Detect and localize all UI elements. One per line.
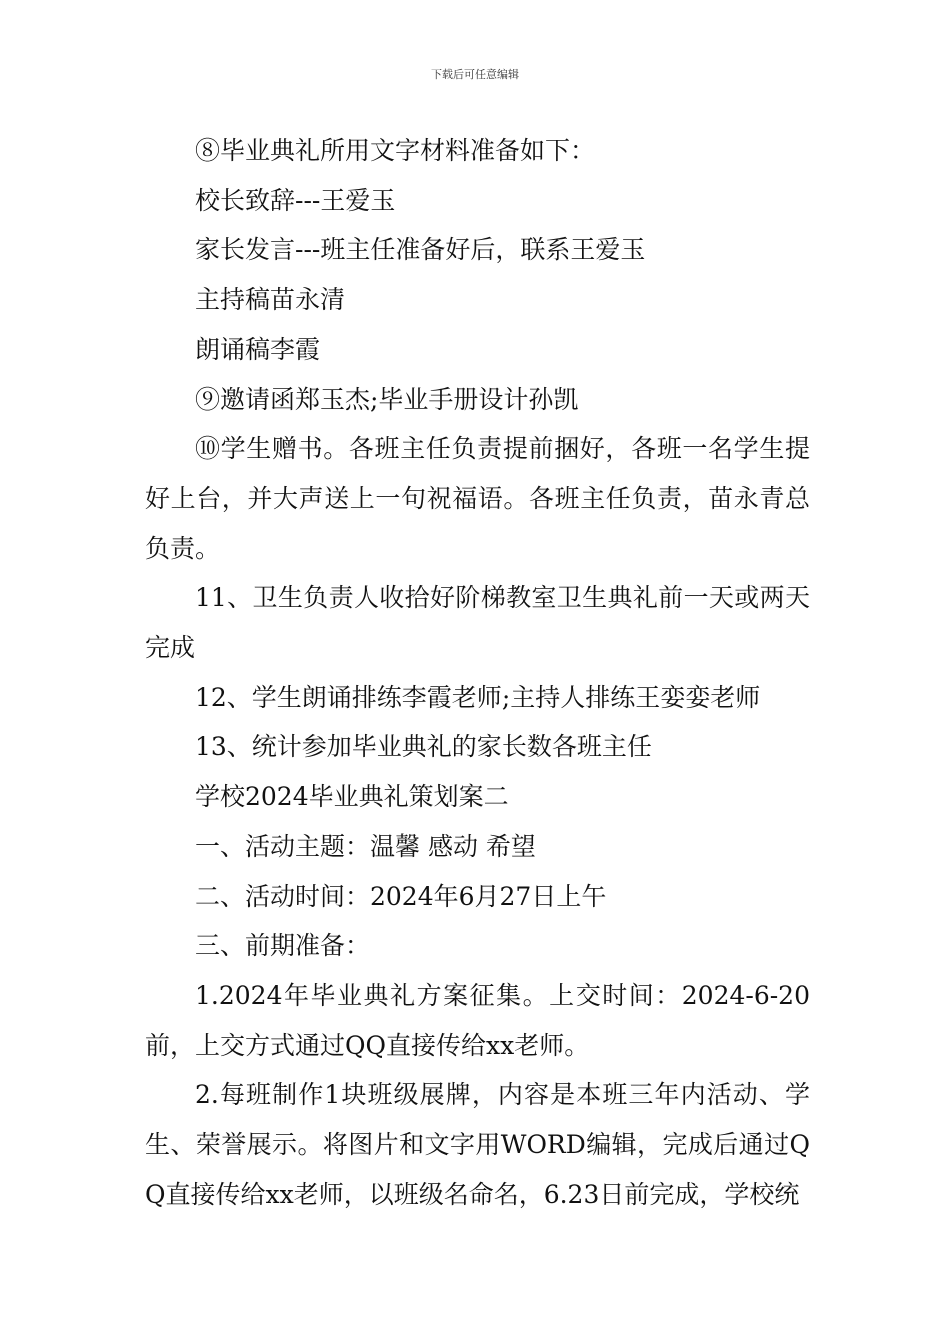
paragraph-parent-count: 13、统计参加毕业典礼的家长数各班主任 xyxy=(195,732,652,762)
paragraph-host-script: 主持稿苗永清 xyxy=(195,285,346,315)
paragraph-recitation-script: 朗诵稿李霞 xyxy=(195,334,321,364)
paragraph-cleaning: 11、卫生负责人收拾好阶梯教室卫生典礼前一天或两天完成 xyxy=(145,583,810,663)
paragraph-parent-speech: 家长发言---班主任准备好后，联系王爱玉 xyxy=(195,235,646,265)
paragraph-theme: 一、活动主题：温馨 感动 希望 xyxy=(195,831,536,861)
page-header: 下载后可任意编辑 xyxy=(431,68,519,81)
paragraph-preparation: 三、前期准备： xyxy=(195,931,371,961)
document-body xyxy=(145,126,810,1219)
paragraph-proposal-collection: 1.2024年毕业典礼方案征集。上交时间：2024-6-20前，上交方式通过QQ直接传给xx老师。 xyxy=(145,980,810,1060)
paragraph-class-display: 2.每班制作1块班级展牌，内容是本班三年内活动、学生、荣誉展示。将图片和文字用WORD编辑，完成后通过QQ直接传给xx老师，以班级名命名，6.23日前完成，学校统 xyxy=(145,1080,810,1209)
paragraph-invitation: ⑨邀请函郑玉杰;毕业手册设计孙凯 xyxy=(195,384,579,414)
paragraph-rehearsal: 12、学生朗诵排练李霞老师;主持人排练王娈娈老师 xyxy=(195,682,761,712)
paragraph-time: 二、活动时间：2024年6月27日上午 xyxy=(195,881,607,911)
paragraph-principal-speech: 校长致辞---王爱玉 xyxy=(195,185,396,215)
paragraph-book-gift: ⑩学生赠书。各班主任负责提前捆好，各班一名学生提好上台，并大声送上一句祝福语。各班主任负责，苗永青总负责。 xyxy=(145,434,810,563)
paragraph-plan-title: 学校2024毕业典礼策划案二 xyxy=(195,782,509,812)
paragraph-materials: ⑧毕业典礼所用文字材料准备如下： xyxy=(195,136,596,165)
